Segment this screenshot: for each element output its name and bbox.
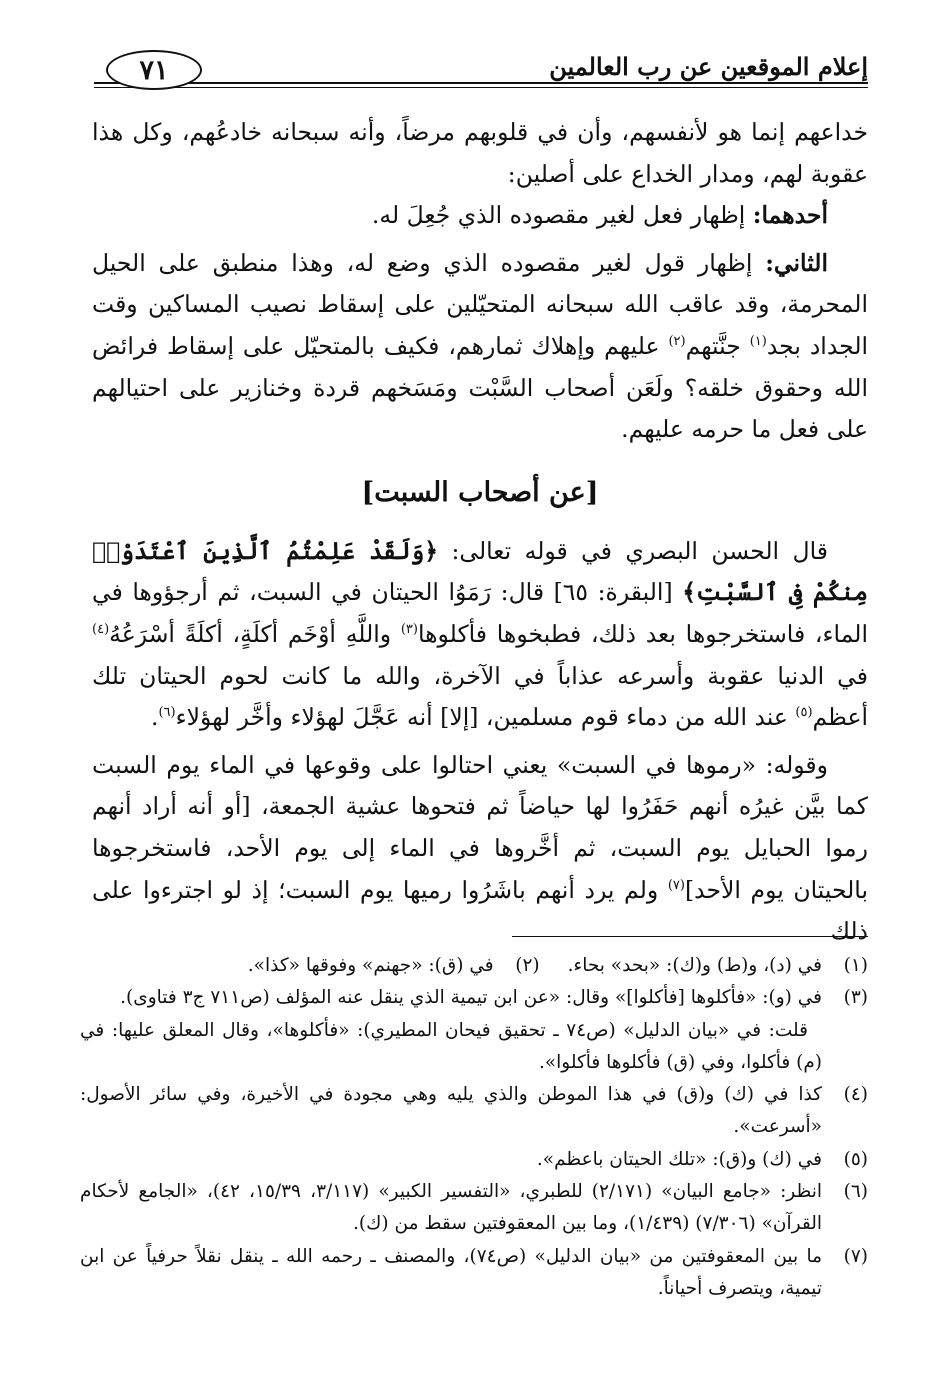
paragraph-5 [92,745,868,953]
first-principle-text: إظهار فعل لغير مقصوده الذي جُعِلَ له. [371,201,753,230]
footnote-1-number: (١) [843,955,868,976]
footnote-4 [80,1079,868,1144]
footnote-ref-1[interactable]: (١) [749,334,767,350]
paragraph-4-text-f: . [150,703,159,732]
paragraph-1-text: خداعهم إنما هو لأنفسهم، وأن في قلوبهم مرضاً، وأنه سبحانه خادعُهم، وكل هذا عقوبة لهم، ومدار الخداع على أصلين: [92,118,868,188]
paragraph-3-text-b: جنَّتهم [685,331,750,360]
footnote-1-2 [80,950,868,982]
footnote-7-number: (٧) [843,1245,868,1267]
footnote-4-number: (٤) [843,1084,868,1106]
paragraph-3-text-c: عليهم وإهلاك ثمارهم، فكيف بالمتحيّل على إسقاط فرائض الله وحقوق خلقه؟ ولَعَن أصحاب السَّبْت ومَسَخهم قردة وخنازير على احتيالهم على فعل ما حرمه عليهم. [92,331,868,444]
footnote-ref-7[interactable]: (٧) [667,877,685,893]
second-principle-label: الثاني: [765,248,828,277]
footnote-7-text: ما بين المعقوفتين من «بيان الدليل» (ص٧٤)، والمصنف ـ رحمه الله ـ ينقل نقلاً حرفياً عن ابن تيمية، ويتصرف أحياناً. [80,1245,823,1299]
footnote-ref-5[interactable]: (٥) [795,705,813,721]
footnotes [80,950,868,1305]
page-number: ٧١ [106,50,202,90]
paragraph-4 [92,531,868,739]
footnote-3 [80,982,868,1079]
paragraph-5-text-b: ولم يرد أنهم باشَرُوا رميها يوم السبت؛ إذ لو اجترءوا على ذلك [92,875,868,946]
paragraph-4-text-e: عند الله من دماء قوم مسلمين، [إلا] أنه عَجَّلَ لهؤلاء وأخَّر لهؤلاء [175,703,796,732]
footnote-2-text: في (ق): «جهنم» وفوقها «كذا». [247,955,494,976]
section-heading: [عن أصحاب السبت] [361,476,599,508]
paragraph-2 [92,195,868,237]
paragraph-4-text-a: قال الحسن البصري في قوله تعالى: [438,536,828,565]
footnote-5-text: في (ك) و(ق): «تلك الحيتان باعظم». [536,1148,822,1170]
footnote-separator [512,936,868,937]
main-text [92,112,868,953]
paragraph-4-text-b: [البقرة: ٦٥] قال: رَمَوُا الحيتان في السبت، ثم أرجؤوها في الماء، فاستخرجوها بعد ذلك، فطبخوها فأكلوها [92,578,868,648]
footnote-6-text: انظر: «جامع البيان» (٢/١٧١) للطبري، «التفسير الكبير» (٣/١١٧، ١٥/٣٩، ٤٢)، «الجامع لأحكام القرآن» (٧/٣٠٦) (١/٤٣٩)، وما بين المعقوفتين سقط من (ك). [80,1181,822,1235]
footnote-3-body [80,982,822,1079]
footnote-3-number: (٣) [843,987,868,1009]
paragraph-1 [92,112,868,195]
header-rule [94,82,868,88]
footnote-2-number: (٢) [515,955,540,976]
paragraph-3-text-a: إظهار قول لغير مقصوده الذي وضع له، وهذا منطبق على الحيل المحرمة، وقد عاقب الله سبحانه المتحيّلين على إسقاط نصيب المساكين وقت الجداد بجد [92,248,869,360]
footnote-7 [80,1241,868,1306]
paragraph-4-text-d: في الدنيا عقوبة وأسرعه عذاباً في الآخرة، والله ما كانت لحوم الحيتان تلك أعظم [92,661,868,732]
footnote-1-text: في (د)، و(ط) و(ك): «بحد» بحاء. [567,955,822,976]
footnote-3-text-a: في (و): «فأكلوها [فأكلوا]» وقال: «عن ابن تيمية الذي ينقل عنه المؤلف (ص٧١١ ج٣ فتاوى). [120,987,822,1009]
footnote-6-number: (٦) [843,1181,868,1203]
footnote-ref-2[interactable]: (٢) [668,334,686,350]
paragraph-5-text-a: وقوله: «رموها في السبت» يعني احتالوا على وقوعها في الماء يوم السبت كما بيَّن غيرُه أنهم حَفَرُوا لها حياضاً ثم فتحوها عشية الجمعة، [أو أنه أراد أنهم رموا الحبايل يوم السبت، ثم أخَّروها في الماء إلى يوم الأحد، فاستخرجوها بالحيتان يوم الأحد] [92,750,868,904]
paragraph-3 [92,243,868,451]
footnote-ref-3[interactable]: (٣) [400,622,418,638]
footnote-6 [80,1176,868,1241]
footnote-5-number: (٥) [843,1148,868,1170]
paragraph-4-text-c: واللَّهِ أوْخَم أكلَةٍ، أكلَةً أسْرَعُهُ [109,619,401,648]
running-title: إعلام الموقعين عن رب العالمين [549,52,868,81]
footnote-3-text-b: قلت: في «بيان الدليل» (ص٧٤ ـ تحقيق فيحان المطيري): «فأكلوها»، وقال المعلق عليها: في (م) فأكلوا، وفي (ق) فأكلوها فأكلوا». [80,1019,822,1073]
footnote-ref-6[interactable]: (٦) [158,705,176,721]
quran-verse: ﴿وَلَقَدْ عَلِمْتُمُ ٱلَّذِينَ ٱعْتَدَوْا۟ مِنكُمْ فِى ٱلسَّبْتِ﴾ [92,536,868,607]
footnote-4-text: كذا في (ك) و(ق) في هذا الموطن والذي يليه وهي مجودة في الأخيرة، وفي سائر الأصول: «أسرعت». [80,1084,822,1138]
footnote-pair [248,950,822,982]
page-header [94,44,868,100]
footnote-ref-4[interactable]: (٤) [92,622,110,638]
footnote-5 [80,1144,868,1176]
first-principle-label: أحدهما: [752,201,828,230]
